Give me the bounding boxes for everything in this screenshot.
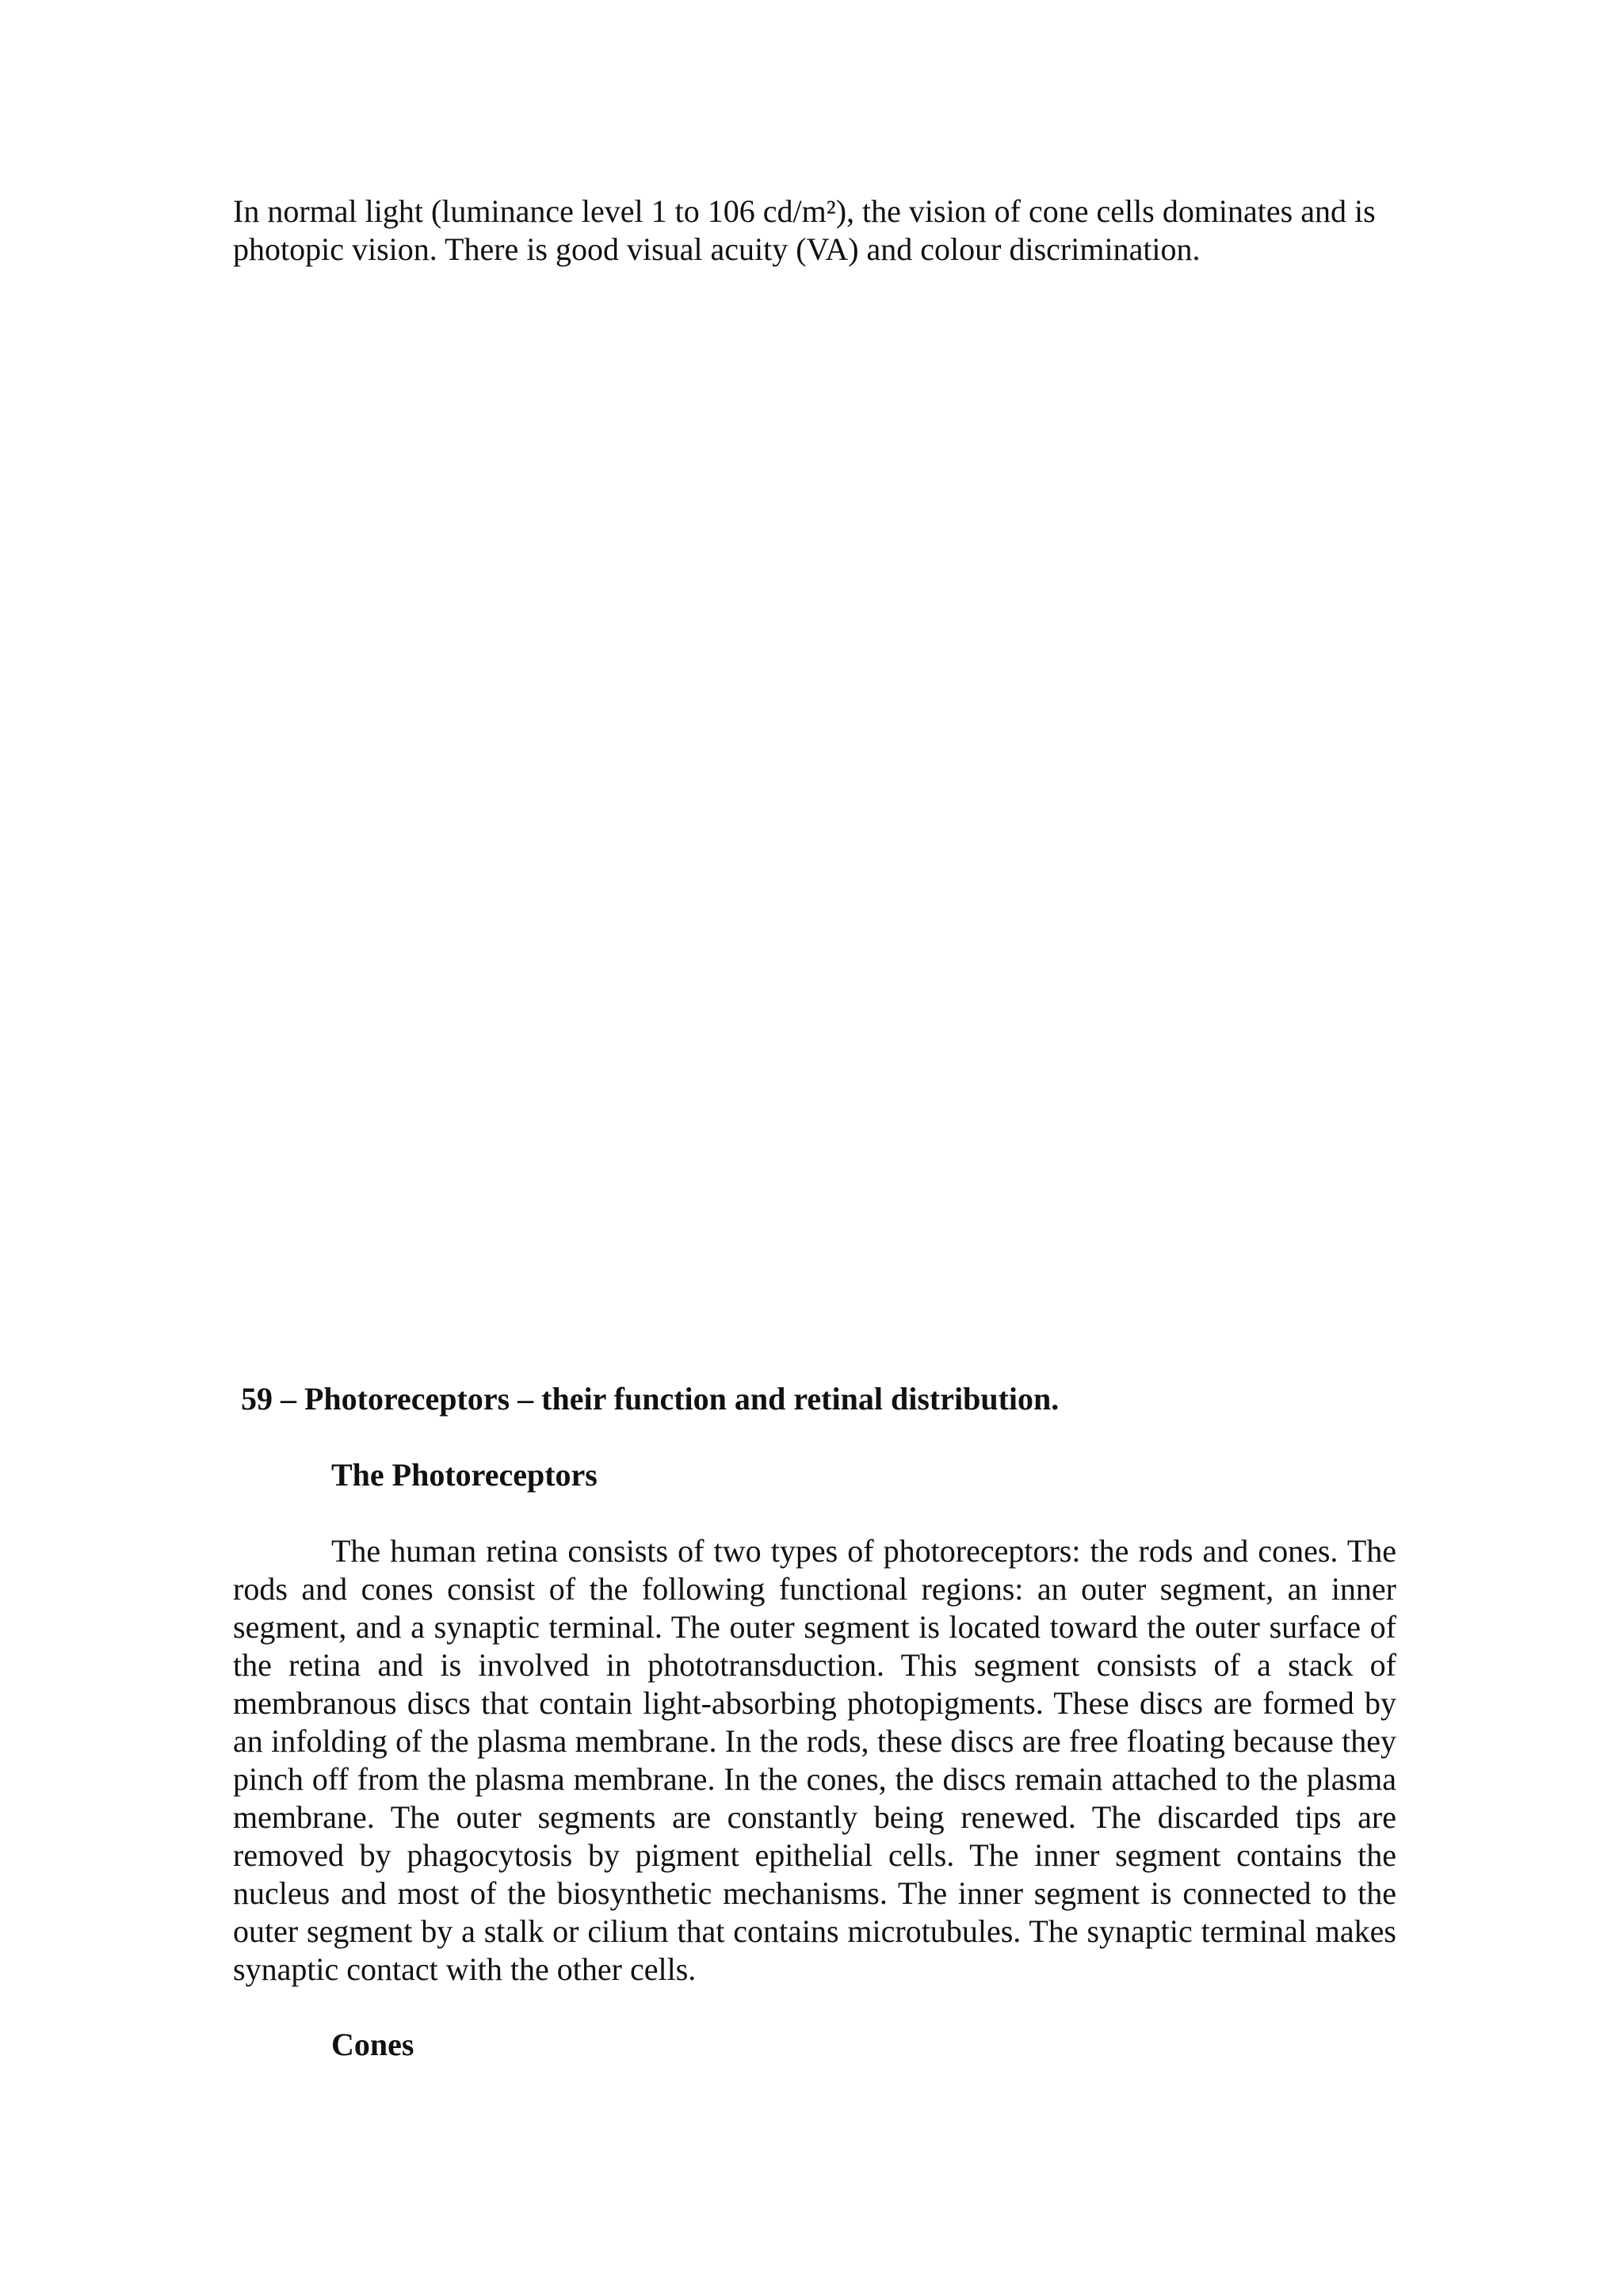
photoreceptors-paragraph: The human retina consists of two types of photoreceptors: the rods and cones. The rods and cones consist of the following functional regions: an outer segment, an inner segment, and a synaptic terminal. The outer segment is located toward the outer surface of the retina and is involved in phototransduction. This segment consists of a stack of membranous discs that contain light-absorbing photopigments. These discs are formed by an infolding of the plasma membrane. In the rods, these discs are free floating because they pinch off from the plasma membrane. In the cones, the discs remain attached to the plasma membrane. The outer segments are constantly being renewed. The discarded tips are removed by phagocytosis by pigment epithelial cells. The inner segment contains the nucleus and most of the biosynthetic mechanisms. The inner segment is connected to the outer segment by a stalk or cilium that contains microtubules. The synaptic terminal makes synaptic contact with the other cells. xyxy=(233,1533,1396,1987)
section-title: 59 – Photoreceptors – their function and retinal distribution. xyxy=(241,1381,1060,1417)
subheading-cones: Cones xyxy=(331,2027,414,2062)
subheading-photoreceptors: The Photoreceptors xyxy=(331,1457,598,1493)
intro-paragraph: In normal light (luminance level 1 to 106 cd/m²), the vision of cone cells dominates and is photopic vision. There is good visual acuity (VA) and colour discrimination. xyxy=(233,193,1376,267)
